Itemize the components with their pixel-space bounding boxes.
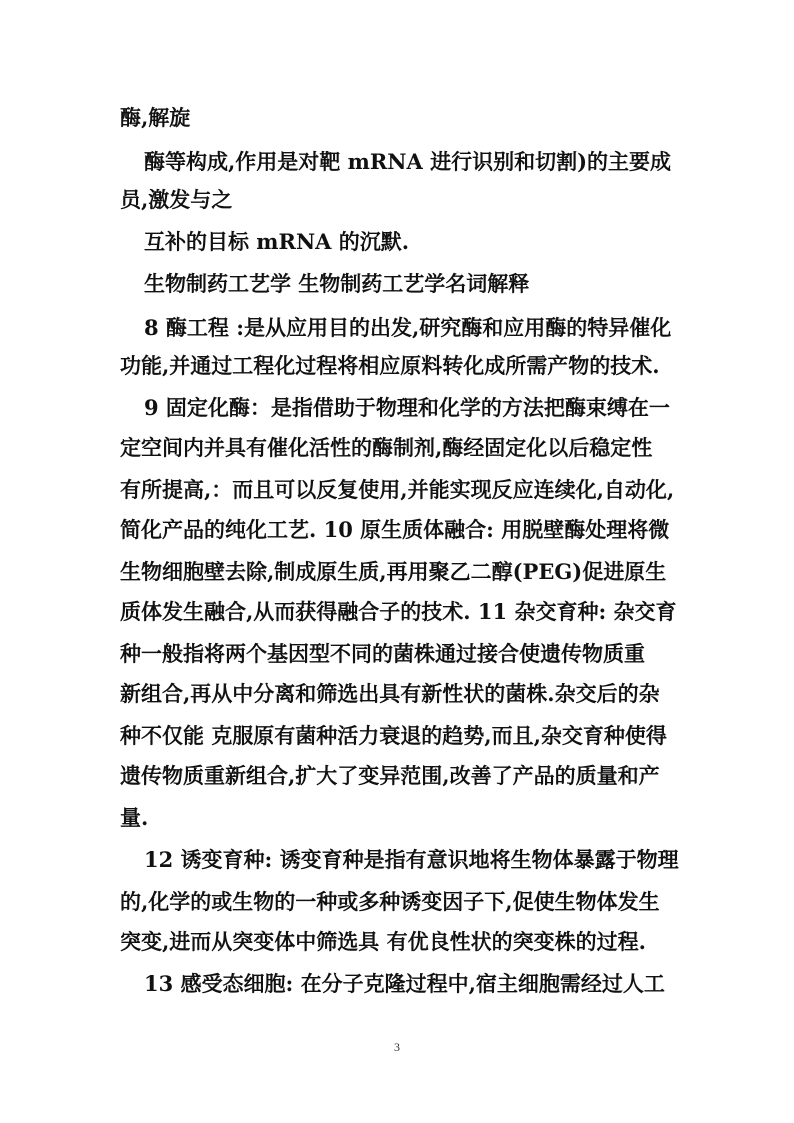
text-line: 8 酶工程 :是从应用目的出发,研究酶和应用酶的特异催化 — [144, 315, 672, 340]
text-line: 种一般指将两个基因型不同的菌株通过接合使遗传物质重 — [120, 641, 645, 666]
text-line: 生物制药工艺学 生物制药工艺学名词解释 — [144, 271, 530, 296]
text-line: 酶等构成,作用是对靶 mRNA 进行识别和切割)的主要成 — [144, 149, 672, 174]
page-number: 3 — [394, 1040, 400, 1054]
text-line: 有所提高,：而且可以反复使用,并能实现反应连续化,自动化, — [120, 477, 675, 502]
text-line: 员,激发与之 — [120, 187, 233, 212]
text-line: 遗传物质重新组合,扩大了变异范围,改善了产品的质量和产 — [120, 763, 660, 788]
text-line: 定空间内并具有催化活性的酶制剂,酶经固定化以后稳定性 — [120, 435, 653, 460]
text-line: 的,化学的或生物的一种或多种诱变因子下,促使生物体发生 — [120, 889, 660, 914]
text-line: 12 诱变育种: 诱变育种是指有意识地将生物体暴露于物理 — [144, 847, 679, 872]
text-line: 13 感受态细胞: 在分子克隆过程中,宿主细胞需经过人工 — [144, 971, 665, 996]
text-line: 量. — [120, 805, 149, 830]
text-line: 功能,并通过工程化过程将相应原料转化成所需产物的技术. — [120, 353, 660, 378]
text-line: 种不仅能 克服原有菌种活力衰退的趋势,而且,杂交育种使得 — [120, 723, 667, 748]
text-line: 突变,进而从突变体中筛选具 有优良性状的突变株的过程. — [120, 929, 646, 954]
text-line: 酶,解旋 — [120, 105, 191, 130]
text-line: 互补的目标 mRNA 的沉默. — [144, 229, 410, 254]
text-line: 生物细胞壁去除,制成原生质,再用聚乙二醇(PEG)促进原生 — [120, 559, 667, 584]
text-line: 9 固定化酶：是指借助于物理和化学的方法把酶束缚在一 — [144, 395, 670, 420]
text-line: 质体发生融合,从而获得融合子的技术. 11 杂交育种: 杂交育 — [120, 599, 677, 624]
text-line: 新组合,再从中分离和筛选出具有新性状的菌株.杂交后的杂 — [120, 681, 660, 706]
text-line: 简化产品的纯化工艺. 10 原生质体融合: 用脱壁酶处理将微 — [120, 517, 670, 542]
